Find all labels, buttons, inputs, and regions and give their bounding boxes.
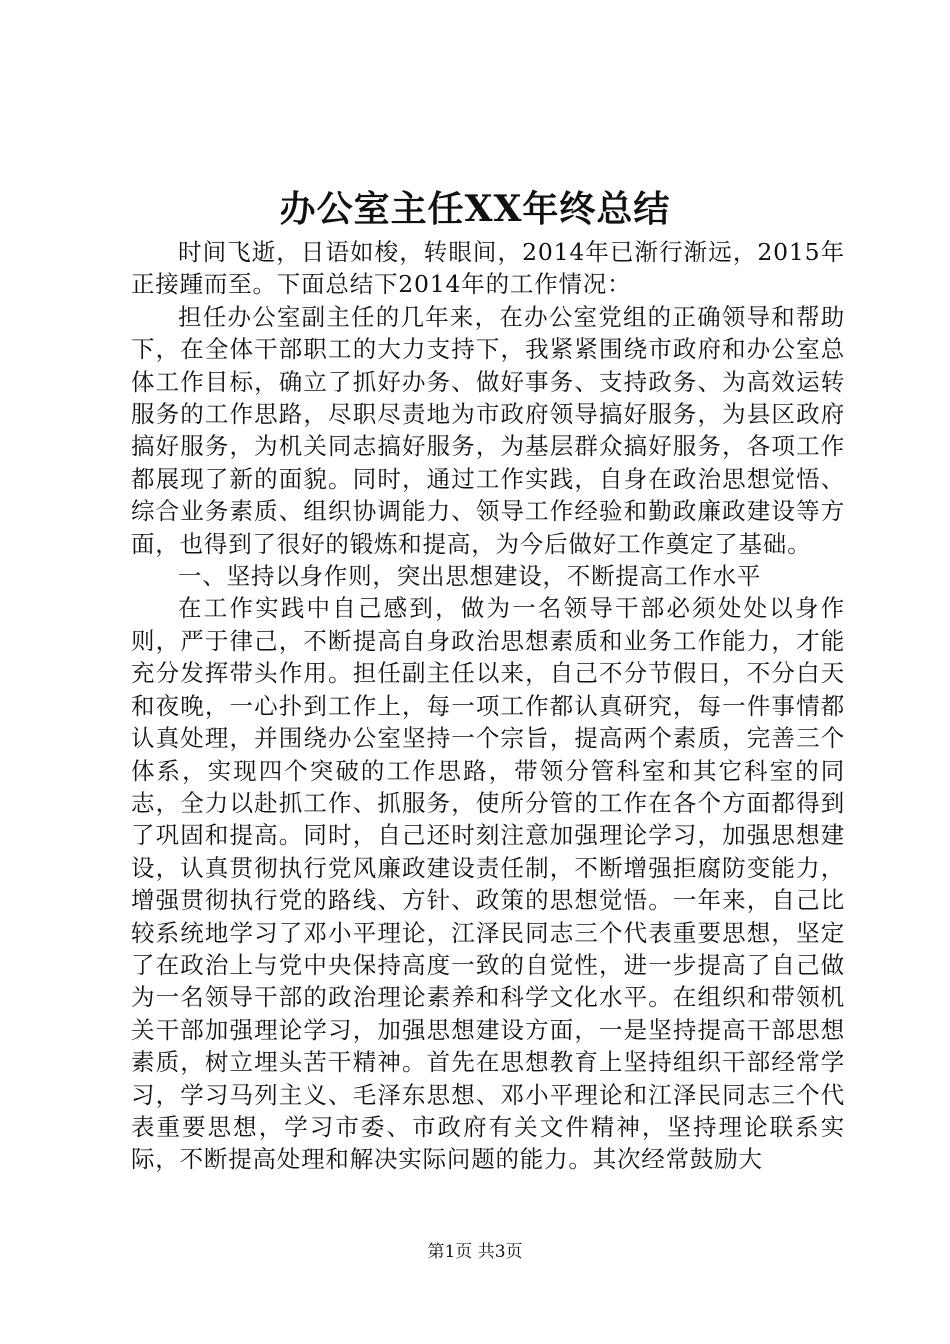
section-paragraph: 在工作实践中自己感到，做为一名领导干部必须处处以身作则，严于律己，不断提高自身政治思想素质和业务工作能力，才能充分发挥带头作用。担任副主任以来，自己不分节假日，不分白天和夜晚，一心扑到工作上，每一项工作都认真研究，每一件事情都认真处理，并围绕办公室坚持一个宗旨，提高两个素质，完善三个体系，实现四个突破的工作思路，带领分管科室和其它科室的同志，全力以赴抓工作、抓服务，使所分管的工作在各个方面都得到了巩固和提高。同时，自己还时刻注意加强理论学习，加强思想建设，认真贯彻执行党风廉政建设责任制，不断增强拒腐防变能力，增强贯彻执行党的路线、方针、政策的思想觉悟。一年来，自己比较系统地学习了邓小平理论，江泽民同志三个代表重要思想，坚定了在政治上与党中央保持高度一致的自觉性，进一步提高了自己做为一名领导干部的政治理论素养和科学文化水平。在组织和带领机关干部加强理论学习，加强思想建设方面，一是坚持提高干部思想素质，树立埋头苦干精神。首先在思想教育上坚持组织干部经常学习，学习马列主义、毛泽东思想、邓小平理论和江泽民同志三个代表重要思想，学习市委、市政府有关文件精神，坚持理论联系实际，不断提高处理和解决实际问题的能力。其次经常鼓励大 <box>131 594 845 1174</box>
section-heading: 一、坚持以身作则，突出思想建设，不断提高工作水平 <box>178 562 762 591</box>
document-body <box>131 236 845 1176</box>
intro-paragraph: 时间飞逝，日语如梭，转眼间，2014年已渐行渐远，2015年正接踵而至。下面总结下2014年的工作情况： <box>131 238 845 299</box>
document-title: 办公室主任XX年终总结 <box>279 188 671 230</box>
overview-paragraph: 担任办公室副主任的几年来，在办公室党组的正确领导和帮助下，在全体干部职工的大力支持下，我紧紧围绕市政府和办公室总体工作目标，确立了抓好办务、做好事务、支持政务、为高效运转服务的工作思路，尽职尽责地为市政府领导搞好服务，为县区政府搞好服务，为机关同志搞好服务，为基层群众搞好服务，各项工作都展现了新的面貌。同时，通过工作实践，自身在政治思想觉悟、综合业务素质、组织协调能力、领导工作经验和勤政廉政建设等方面，也得到了很好的锻炼和提高，为今后做好工作奠定了基础。 <box>131 302 845 558</box>
page-number: 第1页 共3页 <box>427 1242 523 1262</box>
